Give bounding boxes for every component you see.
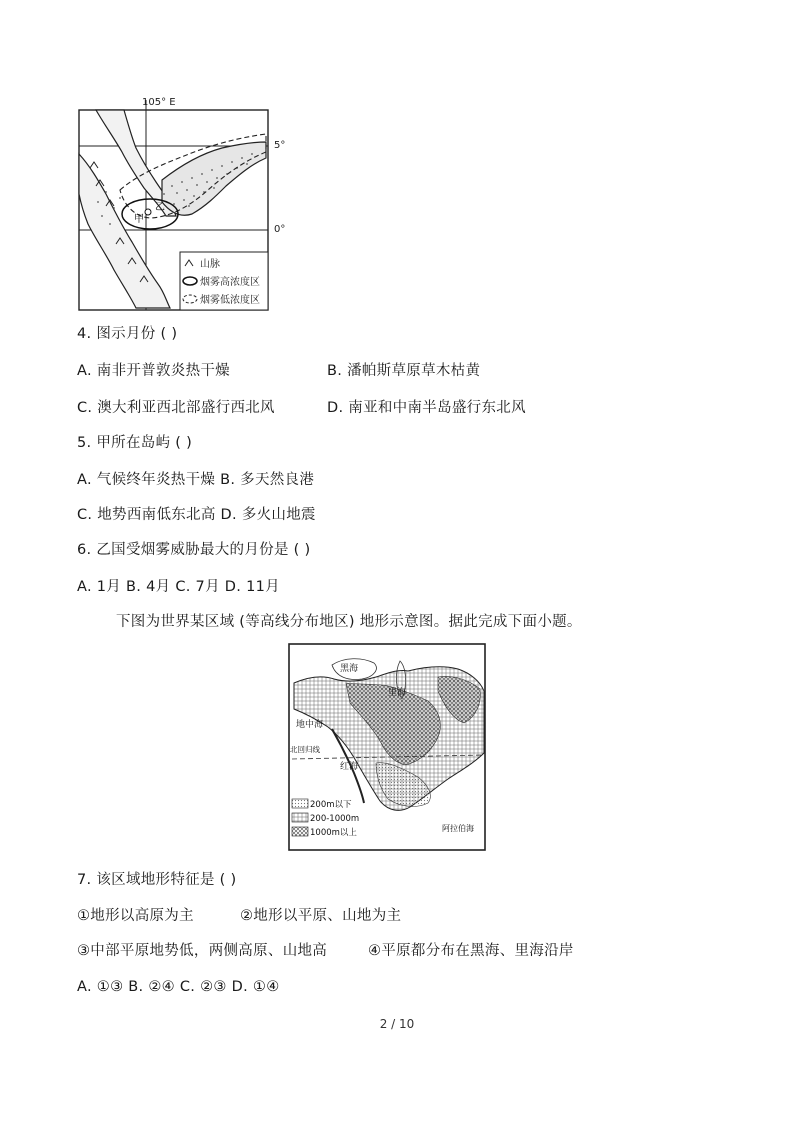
q7-options: A. ①③ B. ②④ C. ②③ D. ①④ xyxy=(77,979,280,995)
legend-above-1000: 1000m以上 xyxy=(310,828,357,838)
label-caspian-sea: 里海 xyxy=(388,688,407,698)
q7-statement-1: ①地形以高原为主 xyxy=(77,908,194,924)
q4-option-a: A. 南非开普敦炎热干燥 xyxy=(77,363,230,379)
q5-options-cd: C. 地势西南低东北高 D. 多火山地震 xyxy=(77,507,316,523)
q5-stem: 5. 甲所在岛屿 ( ) xyxy=(77,435,193,451)
legend-below-200: 200m以下 xyxy=(310,800,352,810)
label-black-sea: 黑海 xyxy=(340,664,359,674)
longitude-label: 105° E xyxy=(142,97,176,108)
q4-option-b: B. 潘帕斯草原草木枯黄 xyxy=(327,363,481,379)
haze-map xyxy=(76,94,316,314)
q4-stem: 4. 图示月份 ( ) xyxy=(77,326,178,342)
place-label-yi: 乙 xyxy=(155,202,165,213)
label-arabian-sea: 阿拉伯海 xyxy=(442,824,474,833)
lat-0-label: 0° xyxy=(274,224,286,235)
q7-statement-4: ④平原都分布在黑海、里海沿岸 xyxy=(368,943,574,959)
q7-statement-3: ③中部平原地势低，两侧高原、山地高 xyxy=(77,943,328,959)
lat-5-label: 5° xyxy=(274,140,286,151)
legend-high-haze: 烟雾高浓度区 xyxy=(200,277,260,288)
section-intro: 下图为世界某区域 (等高线分布地区) 地形示意图。据此完成下面小题。 xyxy=(116,614,582,630)
q4-option-d: D. 南亚和中南半岛盛行东北风 xyxy=(327,400,526,416)
label-tropic: 北回归线 xyxy=(290,745,320,754)
q4-option-c: C. 澳大利亚西北部盛行西北风 xyxy=(77,400,275,416)
place-label-jia: 甲 xyxy=(134,214,144,225)
label-mediterranean: 地中海 xyxy=(296,720,324,730)
q7-statement-2: ②地形以平原、山地为主 xyxy=(240,908,402,924)
terrain-map xyxy=(288,643,488,853)
page-number: 2 / 10 xyxy=(379,1017,415,1031)
q6-stem: 6. 乙国受烟雾威胁最大的月份是 ( ) xyxy=(77,542,311,558)
label-red-sea: 红海 xyxy=(340,762,359,772)
legend-200-1000: 200-1000m xyxy=(310,814,360,824)
legend-low-haze: 烟雾低浓度区 xyxy=(200,295,260,306)
q7-stem: 7. 该区域地形特征是 ( ) xyxy=(77,872,237,888)
legend-mountain: 山脉 xyxy=(200,259,220,270)
q5-options-ab: A. 气候终年炎热干燥 B. 多天然良港 xyxy=(77,472,315,488)
q6-options: A. 1月 B. 4月 C. 7月 D. 11月 xyxy=(77,579,280,595)
